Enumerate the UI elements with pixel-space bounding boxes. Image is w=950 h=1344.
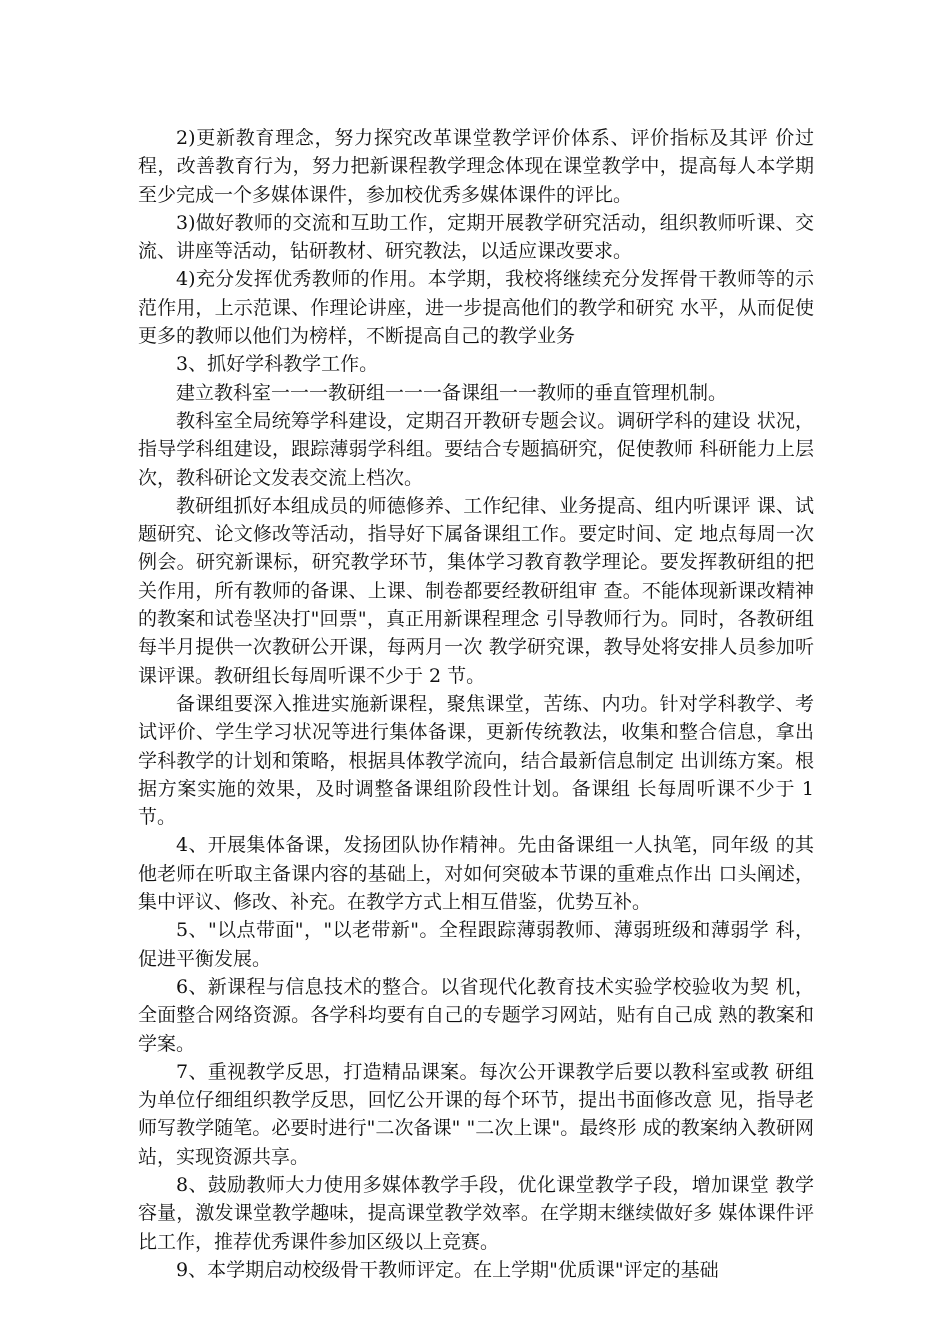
paragraph-12: 7、重视教学反思，打造精品课案。每次公开课教学后要以教科室或教 研组为单位仔细组织教学反思，回忆公开课的每个环节，提出书面修改意 见，指导老师写教学随笔。必要时进行"二次备课" "二次上课"。最终形 成的教案纳入教研网站，实现资源共享。	[138, 1060, 814, 1168]
paragraph-3: 4)充分发挥优秀教师的作用。本学期，我校将继续充分发挥骨干教师等的示范作用，上示范课、作理论讲座，进一步提高他们的教学和研究 水平，从而促使更多的教师以他们为榜样，不断提高自己的教学业务	[138, 268, 814, 348]
paragraph-2: 3)做好教师的交流和互助工作，定期开展教学研究活动，组织教师听课、交流、讲座等活动，钻研教材、研究教法，以适应课改要求。	[138, 211, 814, 263]
paragraph-7: 教研组抓好本组成员的师德修养、工作纪律、业务提高、组内听课评 课、试题研究、论文修改等活动，指导好下属备课组工作。要定时间、定 地点每周一次例会。研究新课标，研究教学环节，集体学习教育教学理论。要发挥教研组的把关作用，所有教师的备课、上课、制卷都要经教研组审 查。不能体现新课改精神的教案和试卷坚决打"回票"，真正用新课程理念 引导教师行为。同时，各教研组每半月提供一次教研公开课，每两月一次 教学研究课，教导处将安排人员参加听课评课。教研组长每周听课不少于 2 节。	[138, 494, 814, 687]
paragraph-14: 9、本学期启动校级骨干教师评定。在上学期"优质课"评定的基础	[176, 1258, 719, 1281]
paragraph-10: 5、"以点带面"，"以老带新"。全程跟踪薄弱教师、薄弱班级和薄弱学 科，促进平衡发展。	[138, 919, 814, 970]
paragraph-13: 8、鼓励教师大力使用多媒体教学手段，优化课堂教学子段，增加课堂 教学容量，激发课堂教学趣味，提高课堂教学效率。在学期末继续做好多 媒体课件评比工作，推荐优秀课件参加区级以上竞赛。	[138, 1173, 814, 1253]
section-heading: 3、抓好学科教学工作。	[176, 353, 379, 376]
document-body	[138, 124, 814, 1284]
paragraph-9: 4、开展集体备课，发扬团队协作精神。先由备课组一人执笔，同年级 的其他老师在听取主备课内容的基础上，对如何突破本节课的重难点作出 口头阐述，集中评议、修改、补充。在教学方式上相互借鉴，优势互补。	[138, 834, 814, 914]
paragraph-6: 教科室全局统筹学科建设，定期召开教研专题会议。调研学科的建设 状况，指导学科组建设，跟踪薄弱学科组。要结合专题搞研究，促使教师 科研能力上层次，教科研论文发表交流上档次。	[138, 409, 814, 489]
paragraph-5: 建立教科室一一一教研组一一一备课组一一教师的垂直管理机制。	[176, 381, 728, 404]
paragraph-11: 6、新课程与信息技术的整合。以省现代化教育技术实验学校验收为契 机，全面整合网络资源。各学科均要有自己的专题学习网站，贴有自己成 熟的教案和学案。	[138, 975, 814, 1055]
paragraph-8: 备课组要深入推进实施新课程，聚焦课堂，苦练、内功。针对学科教学、考试评价、学生学习状况等进行集体备课，更新传统教法，收集和整合信息，拿出学科教学的计划和策略，根据具体教学流向，结合最新信息制定 出训练方案。根据方案实施的效果，及时调整备课组阶段性计划。备课组 长每周听课不少于 1 节。	[138, 692, 814, 829]
paragraph-1: 2)更新教育理念，努力探究改革课堂教学评价体系、评价指标及其评 价过程，改善教育行为，努力把新课程教学理念体现在课堂教学中，提高每人本学期至少完成一个多媒体课件，参加校优秀多媒体课件的评比。	[138, 127, 814, 206]
